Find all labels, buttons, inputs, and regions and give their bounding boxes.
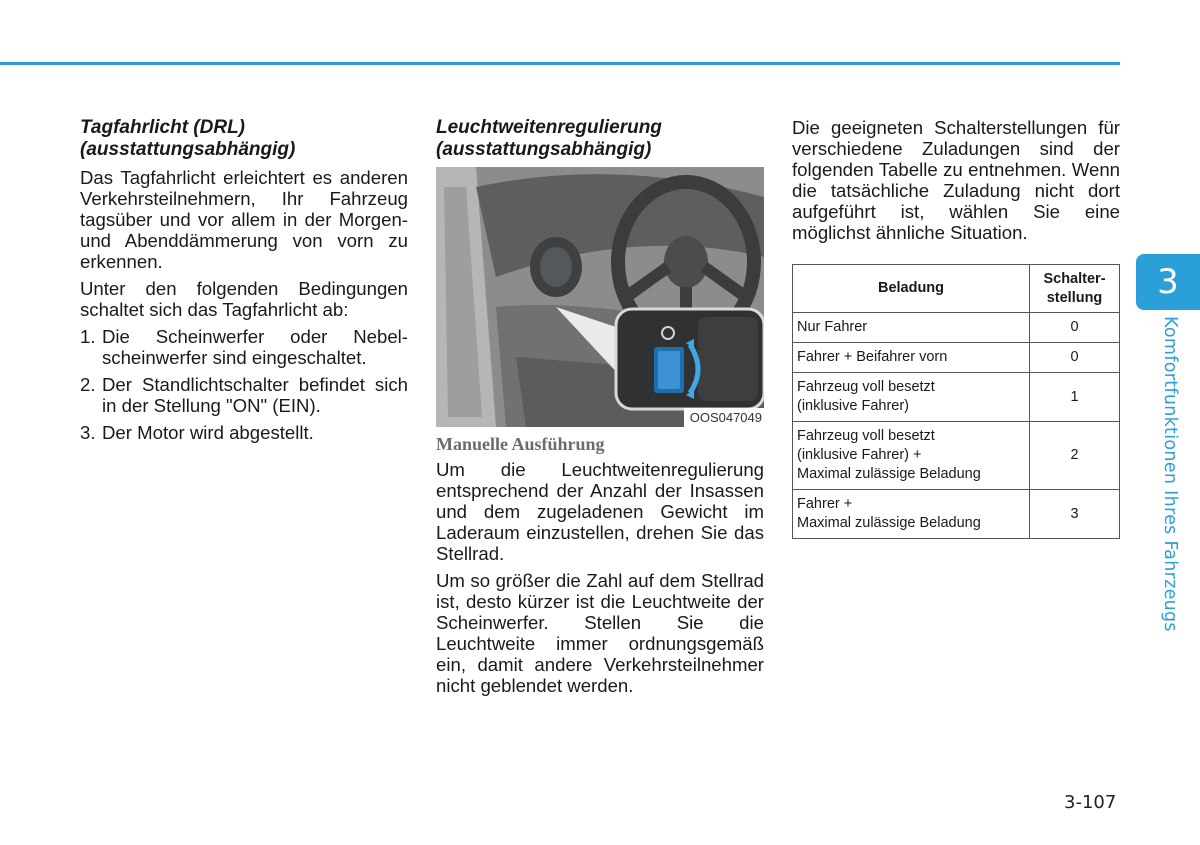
paragraph: Unter den folgenden Bedingungen schaltet sich das Tagfahrlicht ab: [80, 278, 408, 320]
column-drl [80, 117, 408, 449]
switch-position-table [792, 264, 1120, 539]
table-row [793, 373, 1120, 422]
load-cell: Fahrer + Beifahrer vorn [793, 343, 1030, 373]
chapter-side-title: Komfortfunktionen Ihres Fahrzeugs [1160, 316, 1180, 632]
table-row [793, 422, 1120, 490]
value-cell: 1 [1030, 373, 1120, 422]
dashboard-drawing [436, 167, 764, 427]
load-cell: Nur Fahrer [793, 313, 1030, 343]
list-item: 2. Der Standlichtschalter befindet sich in der Stellung "ON" (EIN). [80, 374, 408, 416]
paragraph: Das Tagfahrlicht erleichtert es anderen Verkehrsteilnehmern, Ihr Fahrzeug tagsüber und vor allem in der Morgen- und Abenddämmerung von vorn zu erkennen. [80, 167, 408, 272]
section-heading-leveling: Leuchtweitenregulierung (ausstattungsabhängig) [436, 117, 662, 160]
column-headlight-leveling [436, 117, 764, 702]
list-item: 1. Die Scheinwerfer oder Nebel-scheinwerfer sind eingeschaltet. [80, 326, 408, 368]
page-number: 3-107 [1064, 792, 1117, 813]
section-heading-drl: Tagfahrlicht (DRL) (ausstattungsabhängig) [80, 117, 296, 160]
paragraph: Die geeigneten Schalterstellungen für verschiedene Zuladungen sind der folgenden Tabelle zu entnehmen. Wenn die tatsächliche Zuladung nicht dort aufgeführt ist, wählen Sie eine möglichst ähnliche Situation. [792, 117, 1120, 243]
load-cell: Fahrer + Maximal zulässige Beladung [793, 490, 1030, 539]
table-row [793, 490, 1120, 539]
condition-list [80, 326, 408, 443]
table-header-row [793, 265, 1120, 313]
subheading-manual: Manuelle Ausführung [436, 434, 605, 454]
list-item: 3. Der Motor wird abgestellt. [80, 422, 314, 443]
table-row [793, 313, 1120, 343]
header-switch-position: Schalter- stellung [1030, 265, 1120, 313]
dashboard-illustration [436, 167, 764, 427]
chapter-tab: 3 [1136, 254, 1200, 310]
table-row [793, 343, 1120, 373]
top-rule [0, 62, 1120, 65]
paragraph: Um die Leuchtweitenregulierung entsprechend der Anzahl der Insassen und dem zugeladenen Gewicht im Laderaum einzustellen, drehen Sie das Stellrad. [436, 459, 764, 564]
value-cell: 0 [1030, 343, 1120, 373]
value-cell: 2 [1030, 422, 1120, 490]
column-switch-table [792, 117, 1120, 539]
header-load: Beladung [793, 265, 1030, 313]
figure-code: OOS047049 [684, 408, 764, 427]
load-cell: Fahrzeug voll besetzt (inklusive Fahrer) + Maximal zulässige Beladung [793, 422, 1030, 490]
value-cell: 3 [1030, 490, 1120, 539]
paragraph: Um so größer die Zahl auf dem Stellrad ist, desto kürzer ist die Leuchtweite der Scheinwerfer. Stellen Sie die Leuchtweite immer ordnungsgemäß ein, damit andere Verkehrsteilnehmer nicht geblendet werden. [436, 570, 764, 696]
load-cell: Fahrzeug voll besetzt (inklusive Fahrer) [793, 373, 1030, 422]
value-cell: 0 [1030, 313, 1120, 343]
